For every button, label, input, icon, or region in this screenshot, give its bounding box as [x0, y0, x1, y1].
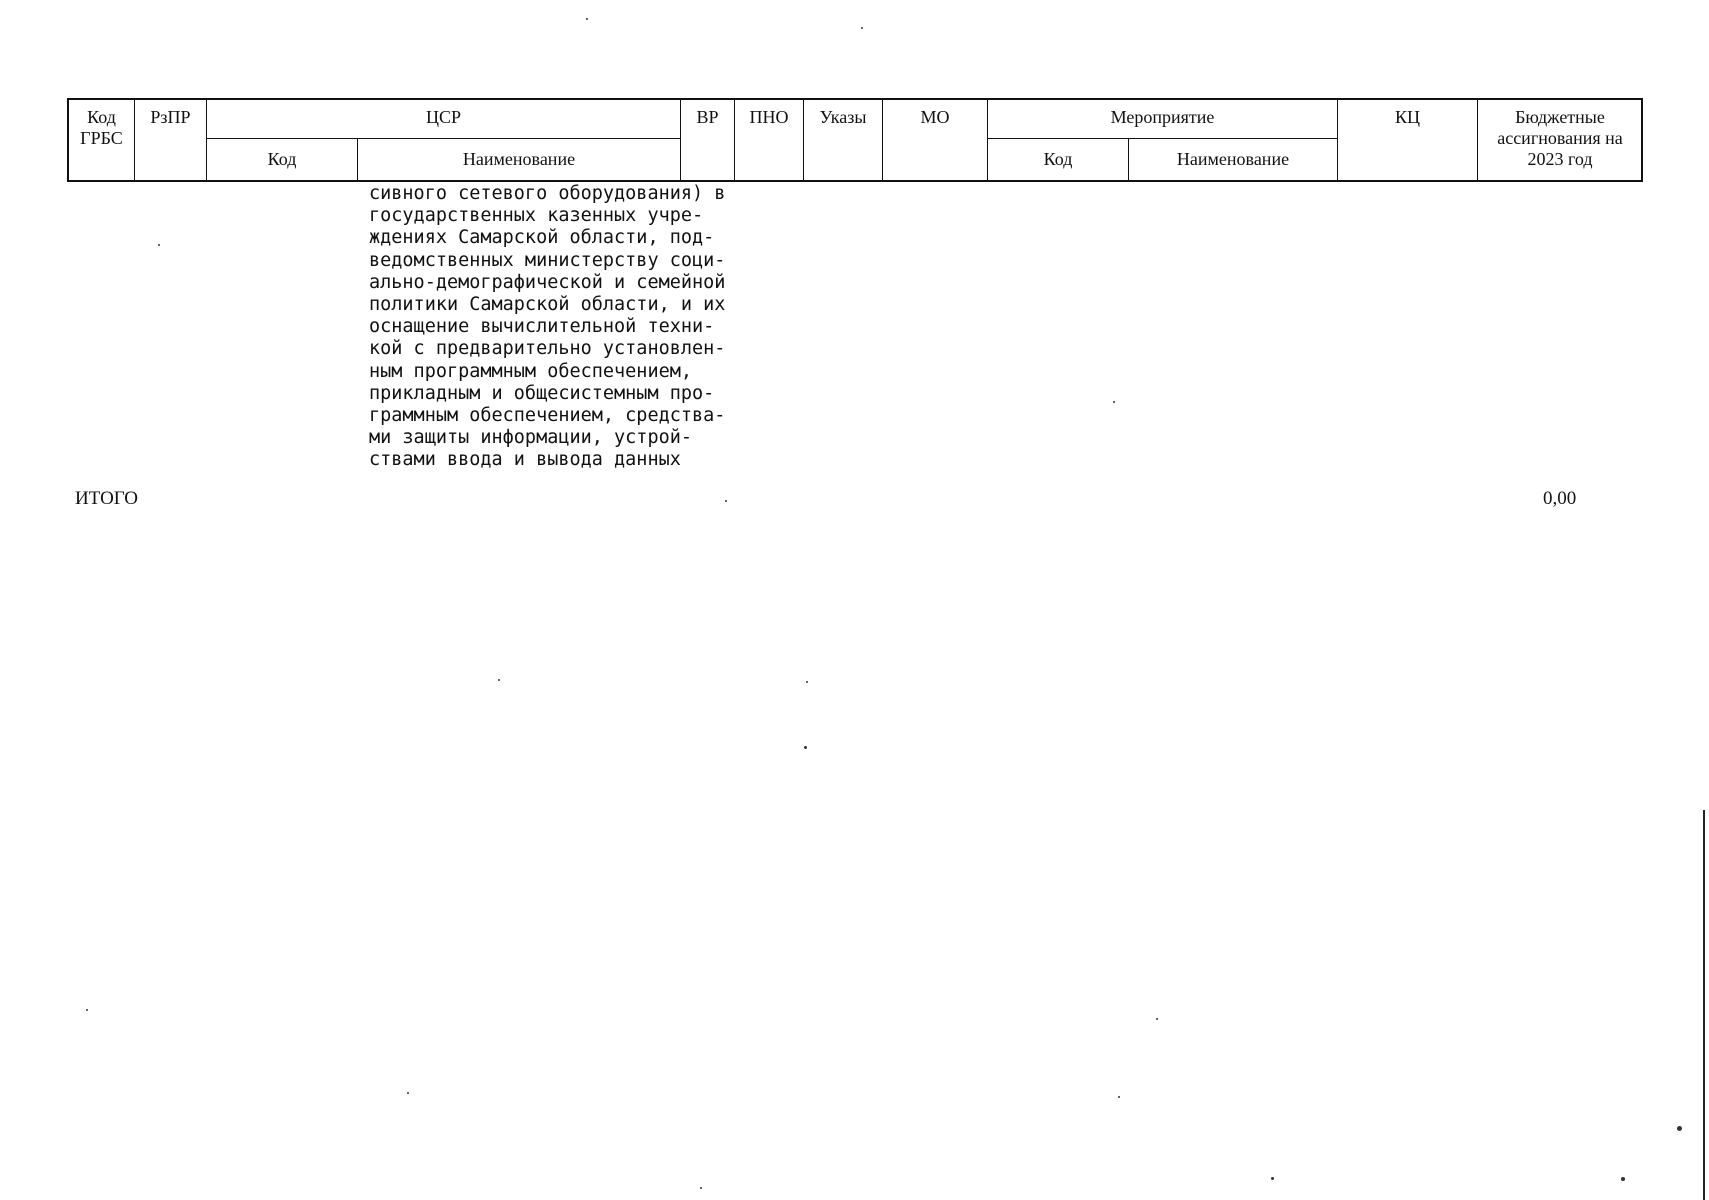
- scan-speck: [586, 18, 588, 20]
- scan-speck: [407, 1092, 409, 1094]
- naimenovanie-line: ствами ввода и вывода данных: [369, 449, 681, 471]
- scan-speck: [804, 746, 807, 749]
- header-kc: КЦ: [1394, 107, 1420, 127]
- naimenovanie-line: кой с предварительно установлен-: [369, 338, 726, 360]
- scan-speck: [1621, 1177, 1625, 1181]
- total-label: ИТОГО: [75, 488, 139, 509]
- naimenovanie-line: граммным обеспечением, средства-: [369, 405, 726, 427]
- total-value: 0,00: [1543, 488, 1577, 509]
- header-csr-naimenovanie: Наименование: [462, 149, 576, 169]
- scan-speck: [1118, 1096, 1120, 1098]
- header-bottom-border: [67, 180, 1643, 182]
- scan-speck: [861, 27, 863, 29]
- naimenovanie-line: политики Самарской области, и их: [369, 294, 726, 316]
- naimenovanie-line: ально-демографической и семейной: [369, 271, 726, 293]
- scan-speck: [725, 500, 727, 502]
- naimenovanie-line: ждениях Самарской области, под-: [369, 227, 715, 249]
- naimenovanie-line: ми защиты информации, устрой-: [369, 427, 693, 449]
- scan-speck: [1677, 1126, 1682, 1131]
- header-budget-2023: Бюджетные ассигнования на 2023 год: [1497, 107, 1623, 169]
- naimenovanie-line: государственных казенных учре-: [369, 205, 704, 227]
- naimenovanie-line: ведомственных министерству соци-: [369, 249, 726, 271]
- header-rzpr: РзПР: [150, 107, 191, 127]
- scan-speck: [498, 679, 500, 681]
- header-meropriyatie-naimenovanie: Наименование: [1176, 149, 1290, 169]
- scan-edge-shadow: [1703, 810, 1705, 1200]
- col-border: [1641, 98, 1643, 182]
- header-csr: ЦСР: [425, 107, 461, 127]
- row-naimenovanie-text: [369, 183, 726, 472]
- header-vr: ВР: [696, 107, 719, 127]
- scan-speck: [700, 1187, 702, 1189]
- scan-speck: [1113, 401, 1115, 403]
- scan-speck: [158, 244, 160, 246]
- header-mo: МО: [920, 107, 950, 127]
- header-pno: ПНО: [749, 107, 789, 127]
- header-csr-kod: Код: [267, 149, 297, 169]
- naimenovanie-line: оснащение вычислительной техни-: [369, 316, 715, 338]
- scan-speck: [86, 1009, 88, 1011]
- naimenovanie-line: сивного сетевого оборудования) в: [369, 183, 726, 204]
- header-meropriyatie: Мероприятие: [1110, 107, 1215, 127]
- naimenovanie-line: ным программным обеспечением,: [369, 360, 693, 382]
- header-meropriyatie-kod: Код: [1043, 149, 1073, 169]
- col-border: [1477, 98, 1478, 182]
- naimenovanie-line: прикладным и общесистемным про-: [369, 382, 715, 404]
- header-kod-grbs: Код ГРБС: [80, 107, 123, 148]
- scan-speck: [806, 681, 808, 683]
- scan-speck: [1271, 1177, 1274, 1180]
- table-header: [67, 98, 1643, 182]
- scan-speck: [1156, 1018, 1158, 1020]
- header-ukazy: Указы: [819, 107, 867, 127]
